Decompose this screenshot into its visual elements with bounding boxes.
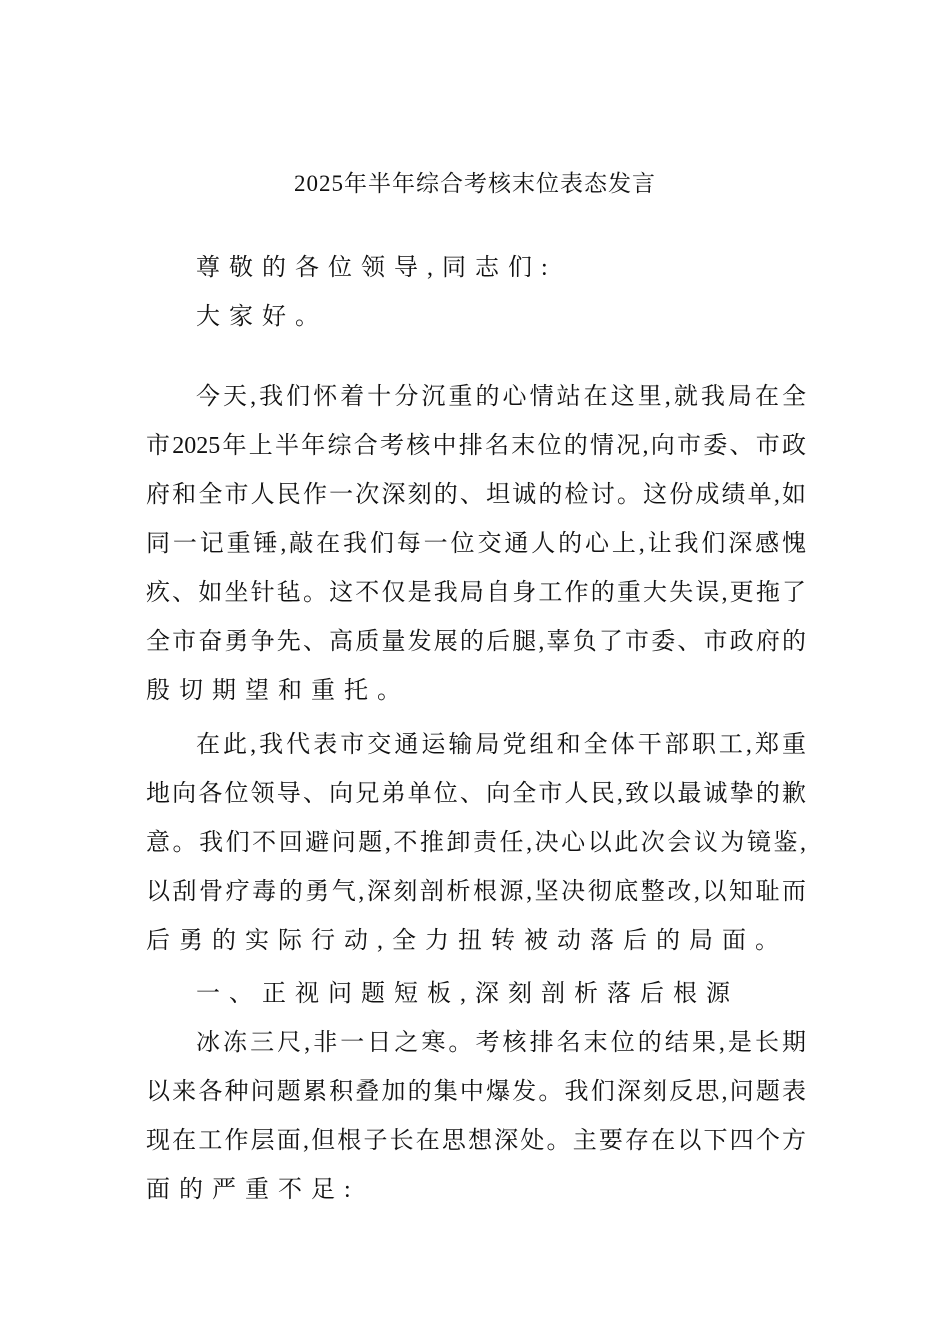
paragraph bbox=[146, 373, 806, 716]
text-line: 面的严重不足: bbox=[146, 1177, 360, 1203]
document-title: 2025年半年综合考核末位表态发言 bbox=[294, 171, 656, 196]
paragraph bbox=[146, 970, 806, 1019]
text-line: 市2025年上半年综合考核中排名末位的情况,向市委、市政 bbox=[146, 433, 806, 459]
text-line: 疚、如坐针毡。这不仅是我局自身工作的重大失误,更拖了 bbox=[146, 580, 806, 606]
text-line: 以来各种问题累积叠加的集中爆发。我们深刻反思,问题表 bbox=[146, 1079, 806, 1105]
paragraph bbox=[146, 721, 806, 966]
text-line: 今天,我们怀着十分沉重的心情站在这里,就我局在全 bbox=[196, 384, 806, 410]
paragraph bbox=[146, 293, 806, 342]
text-line: 殷切期望和重托。 bbox=[146, 678, 410, 704]
text-line: 尊敬的各位领导,同志们: bbox=[196, 255, 557, 281]
text-line: 后勇的实际行动,全力扭转被动落后的局面。 bbox=[146, 928, 788, 954]
text-line: 意。我们不回避问题,不推卸责任,决心以此次会议为镜鉴, bbox=[146, 830, 806, 856]
text-line: 一、正视问题短板,深刻剖析落后根源 bbox=[196, 981, 739, 1007]
text-line: 现在工作层面,但根子长在思想深处。主要存在以下四个方 bbox=[146, 1128, 806, 1154]
text-line: 全市奋勇争先、高质量发展的后腿,辜负了市委、市政府的 bbox=[146, 629, 806, 655]
text-line: 府和全市人民作一次深刻的、坦诚的检讨。这份成绩单,如 bbox=[146, 482, 806, 508]
text-line: 地向各位领导、向兄弟单位、向全市人民,致以最诚挚的歉 bbox=[146, 781, 806, 807]
text-line: 在此,我代表市交通运输局党组和全体干部职工,郑重 bbox=[196, 732, 806, 758]
text-line: 同一记重锤,敲在我们每一位交通人的心上,让我们深感愧 bbox=[146, 531, 806, 557]
paragraph bbox=[146, 244, 806, 293]
paragraph bbox=[146, 1019, 806, 1215]
text-line: 大家好。 bbox=[196, 304, 328, 330]
text-line: 冰冻三尺,非一日之寒。考核排名末位的结果,是长期 bbox=[196, 1030, 806, 1056]
text-line: 以刮骨疗毒的勇气,深刻剖析根源,坚决彻底整改,以知耻而 bbox=[146, 879, 806, 905]
